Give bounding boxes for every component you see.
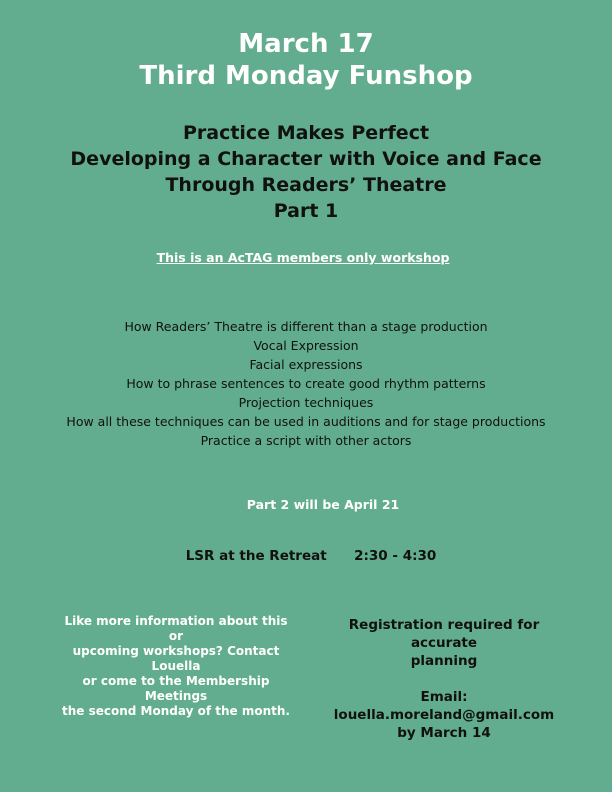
registration-line: Registration required for accurate <box>348 617 540 651</box>
registration-line: planning <box>410 653 478 669</box>
topics-list <box>0 317 612 450</box>
event-date: March 17 <box>238 29 374 59</box>
contact-email[interactable]: Email: louella.moreland@gmail.com <box>333 689 555 723</box>
info-line: the second Monday of the month. <box>62 704 290 718</box>
workshop-title <box>0 120 612 224</box>
info-line: or come to the Membership Meetings <box>82 674 270 703</box>
topic-item: Projection techniques <box>238 395 374 410</box>
title-line: Developing a Character with Voice and Face <box>70 148 542 170</box>
info-line: Like more information about this or <box>64 614 288 643</box>
location-time <box>5 548 612 564</box>
topic-item: Facial expressions <box>249 357 363 372</box>
title-line: Practice Makes Perfect <box>182 122 430 144</box>
topic-item: Vocal Expression <box>253 338 359 353</box>
location: LSR at the Retreat <box>185 548 327 564</box>
topic-item: How to phrase sentences to create good rhythm patterns <box>126 376 486 391</box>
time: 2:30 - 4:30 <box>354 548 437 564</box>
info-line: upcoming workshops? Contact Louella <box>72 644 280 673</box>
topic-item: How all these techniques can be used in auditions and for stage productions <box>66 414 546 429</box>
part2-date: Part 2 will be April 21 <box>246 497 400 512</box>
event-name: Third Monday Funshop <box>139 61 473 91</box>
title-line: Part 1 <box>273 200 339 222</box>
registration-info <box>316 616 572 742</box>
title-line: Through Readers’ Theatre <box>165 174 447 196</box>
registration-deadline: by March 14 <box>397 725 491 741</box>
topic-item: How Readers’ Theatre is different than a stage production <box>124 319 488 334</box>
more-info-note <box>56 614 296 719</box>
members-only-note: This is an AcTAG members only workshop <box>156 250 450 265</box>
topic-item: Practice a script with other actors <box>200 433 412 448</box>
